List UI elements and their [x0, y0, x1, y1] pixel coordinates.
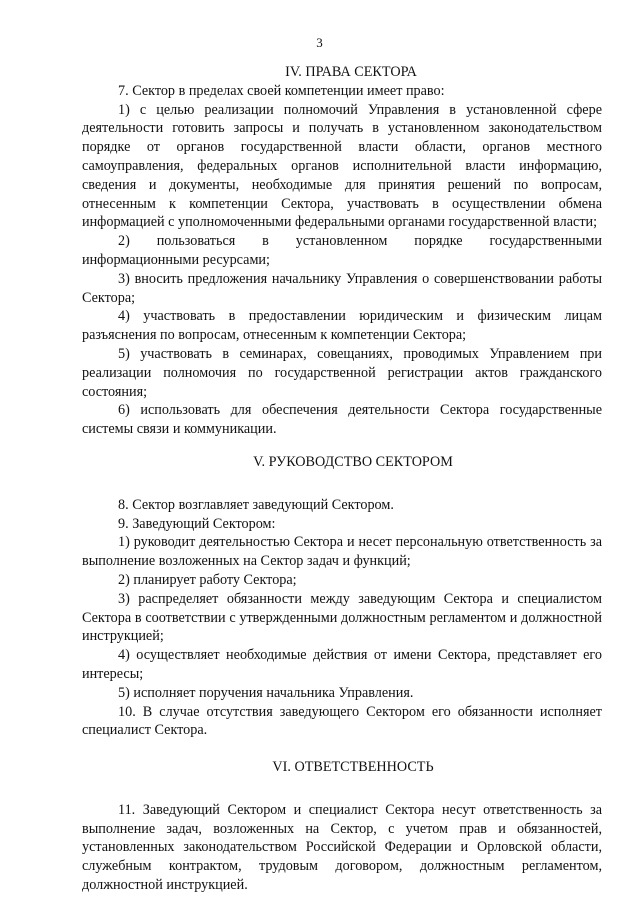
section-heading: VI. ОТВЕТСТВЕННОСТЬ	[272, 759, 434, 776]
paragraph: 1) с целью реализации полномочий Управления в установленной сфере деятельности готовить запросы и получать в установленном законодательством порядке от органов государственной власти области, органов местного самоуправления, федеральных органов исполнительной власти информацию, сведения и документы, необходимые для принятия решений по вопросам, отнесенным к компетенции Сектора, участвовать в осуществлении обмена информацией с уполномоченными федеральными органами государственной власти;	[82, 101, 602, 231]
paragraph: 3) вносить предложения начальнику Управления о совершенствовании работы Сектора;	[82, 270, 602, 306]
paragraph: 5) исполняет поручения начальника Управления.	[118, 684, 414, 701]
section-management	[82, 453, 602, 740]
paragraph: 2) планирует работу Сектора;	[118, 571, 297, 588]
paragraph: 10. В случае отсутствия заведующего Сектором его обязанности исполняет специалист Сектора.	[82, 703, 602, 739]
paragraph: 8. Сектор возглавляет заведующий Сектором.	[118, 496, 394, 513]
document-body	[82, 63, 602, 895]
section-heading: IV. ПРАВА СЕКТОРА	[285, 64, 417, 80]
paragraph: 11. Заведующий Сектором и специалист Сектора несут ответственность за выполнение задач, возложенных на Сектор, с учетом прав и обязанностей, установленных законодательством Российской Федерации и Орловской области, служебным контрактом, трудовым договором, должностным регламентом, должностной инструкцией.	[82, 801, 602, 894]
paragraph: 4) участвовать в предоставлении юридическим и физическим лицам разъяснения по вопросам, отнесенным к компетенции Сектора;	[82, 308, 602, 344]
paragraph: 4) осуществляет необходимые действия от имени Сектора, представляет его интересы;	[82, 647, 602, 682]
paragraph: 1) руководит деятельностью Сектора и несет персональную ответственность за выполнение возложенных на Сектор задач и функций;	[82, 534, 602, 570]
section-rights	[82, 63, 602, 439]
paragraph: 7. Сектор в пределах своей компетенции имеет право:	[118, 82, 445, 99]
paragraph: 3) распределяет обязанности между заведующим Сектора и специалистом Сектора в соответствии с утвержденными должностным регламентом и должностной инструкцией;	[82, 590, 602, 645]
paragraph: 2) пользоваться в установленном порядке государственными информационными ресурсами;	[82, 233, 602, 268]
paragraph: 6) использовать для обеспечения деятельности Сектора государственные системы связи и коммуникации.	[82, 402, 602, 438]
paragraph: 9. Заведующий Сектором:	[118, 515, 276, 532]
section-heading: V. РУКОВОДСТВО СЕКТОРОМ	[253, 453, 453, 470]
page-number: 3	[316, 35, 323, 50]
section-responsibility	[82, 758, 602, 895]
paragraph: 5) участвовать в семинарах, совещаниях, проводимых Управлением при реализации полномочия по государственной регистрации актов гражданского состояния;	[82, 345, 602, 400]
